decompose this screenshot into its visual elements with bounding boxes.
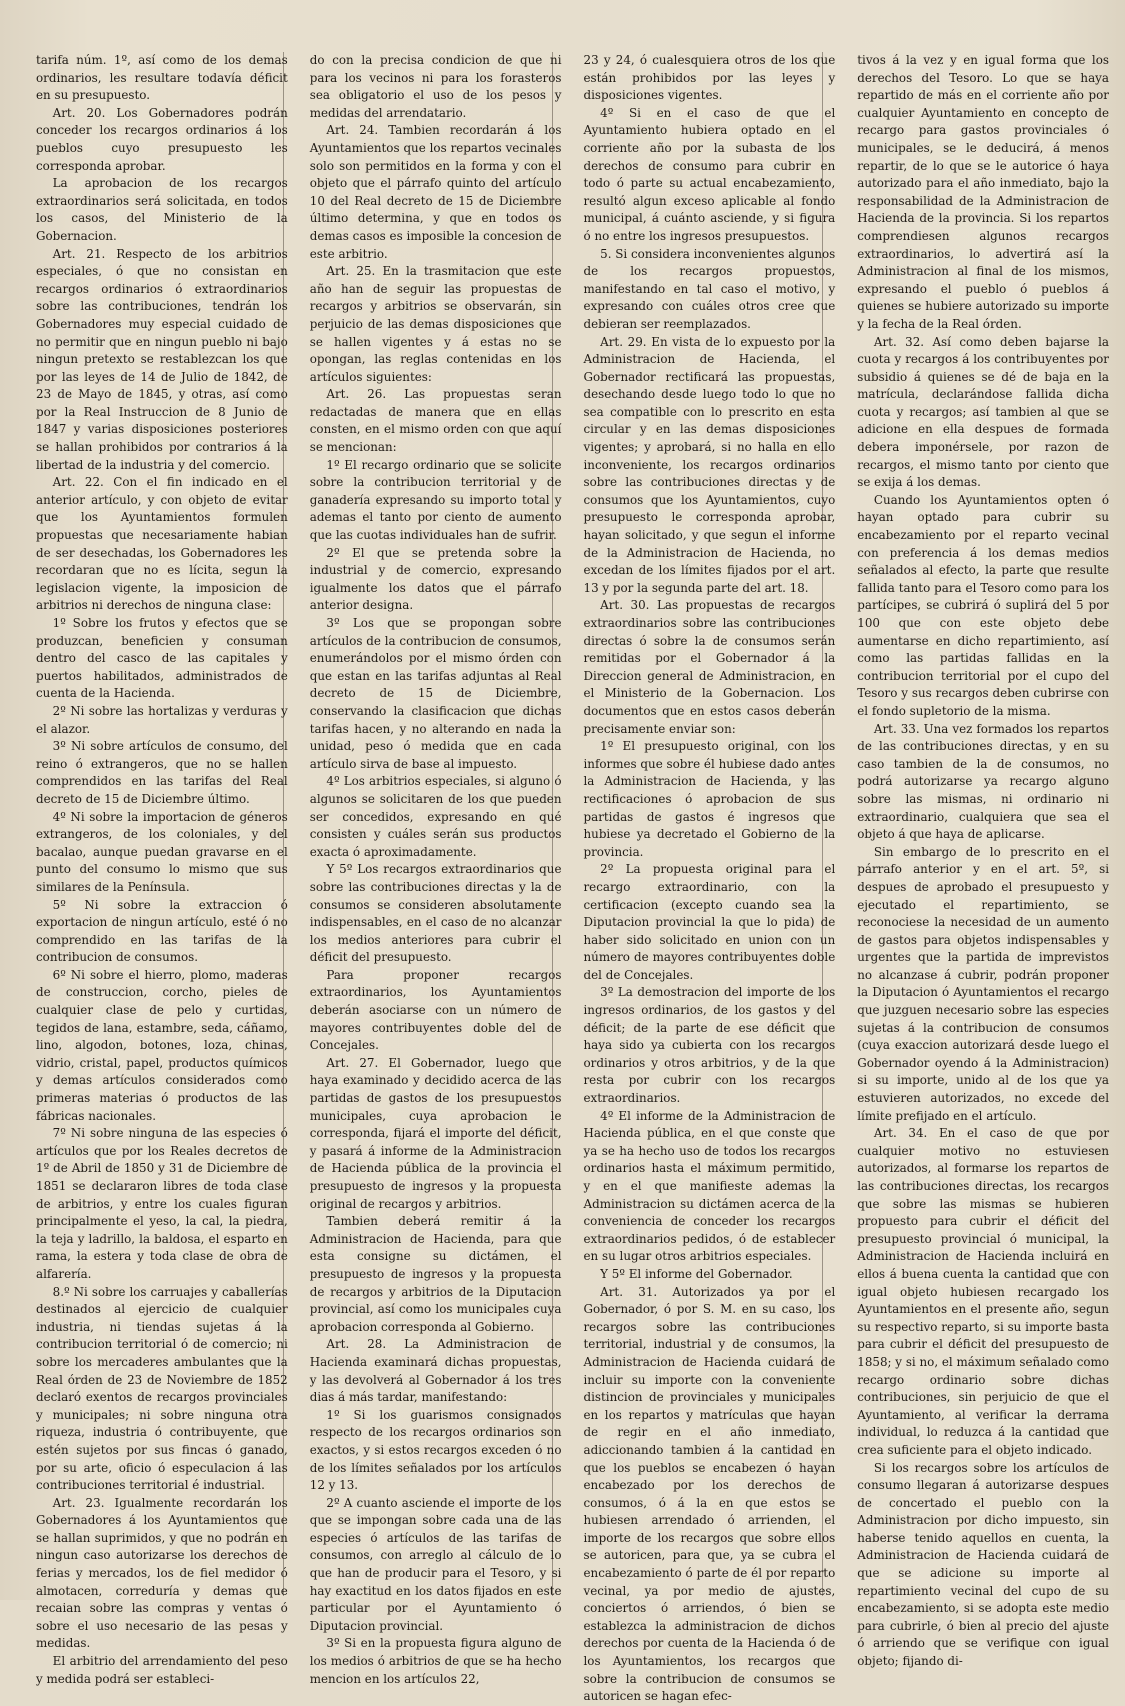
paragraph: Art. 27. El Gobernador, luego que haya examinado y decidido acerca de las partidas de gastos de los presupuestos municipales, cuya aprobacion le corresponda, fijará el importe del déficit, y pasará á informe de la Administracion de Hacienda pública de la provincia el presupuesto de ingresos y la propuesta original de recargos y arbitrios. [309,1055,562,1211]
paragraph: 3º La demostracion del importe de los ingresos ordinarios, de los gastos y del déficit; de la parte de ese déficit que haya sido ya cubierta con los recargos ordinarios y otros arbitrios, y de la que resta por cubrir con los recargos extraordinarios. [583,985,836,1106]
paragraph: 6º Ni sobre el hierro, plomo, maderas de construccion, corcho, pieles de cualquier clase de pelo y curtidas, tegidos de lana, estambre, seda, cáñamo, lino, algodon, botones, loza, chinas, vidrio, cristal, papel, productos químicos y demas artículos considerados como primeras materias ó productos de las fábricas nacionales. [36,967,288,1123]
paragraph: Art. 23. Igualmente recordarán los Gobernadores á los Ayuntamientos que se hallan suprimidos, y que no podrán en ningun caso autorizarse los derechos de ferias y mercados, los de fiel medidor ó almotacen, correduría y demas que recaian sobre las compras y ventas ó sobre el uso necesario de las pesas y medidas. [36,1495,288,1651]
paragraph: 5º Ni sobre la extraccion ó exportacion de ningun artículo, esté ó no comprendido en las tarifas de la contribucion de consumos. [36,897,288,965]
paragraph: 8.º Ni sobre los carruajes y caballerías destinados al ejercicio de cualquier industria, ni tiendas sujetas á la contribucion territorial ó de comercio; ni sobre los mercaderes ambulantes que la Real órden de 23 de Noviembre de 1852 declaró exentos de recargos provinciales y municipales; ni sobre ninguna otra riqueza, industria ó contribuyente, que estén sujetos por sus fincas ó ganado, por su arte, oficio ó especulacion á las contribuciones territorial é industrial. [36,1284,288,1493]
paragraph: Art. 30. Las propuestas de recargos extraordinarios sobre las contribuciones directas ó sobre la de consumos serán remitidas por el Gobernador á la Direccion general de Administracion, en el Ministerio de la Gobernacion. Los documentos que en estos casos deberán precisamente enviar son: [583,598,836,736]
paragraph: Y 5º El informe del Gobernador. [600,1266,793,1281]
paragraph: Art. 24. Tambien recordarán á los Ayuntamientos que los repartos vecinales solo son permitidos en la forma y con el objeto que el párrafo quinto del artículo 10 del Real decreto de 15 de Diciembre último determina, y que en todos os demas casos es imposible la concesion de este arbitrio. [309,123,562,261]
paragraph: Art. 21. Respecto de los arbitrios especiales, ó que no consistan en recargos ordinarios ó extraordinarios sobre las contribuciones, tendrán los Gobernadores muy especial cuidado de no permitir que en ningun pueblo ni bajo ningun pretexto se restablezcan los que por las leyes de 14 de Julio de 1842, de 23 de Mayo de 1845, y otras, así como por la Real Instruccion de 8 Junio de 1847 y varias disposiciones posteriores se hallan prohibidos por contrarios á la libertad de la industria y del comercio. [36,246,288,472]
paragraph: 5. Si considera inconvenientes algunos de los recargos propuestos, manifestando en tal caso el motivo, y expresando con cuáles otros cree que debieran ser reemplazados. [583,246,836,331]
paragraph: El arbitrio del arrendamiento del peso y medida podrá ser estableci- [36,1654,288,1686]
column-3 [584,52,836,1706]
paragraph: Art. 25. En la trasmitacion que este año han de seguir las propuestas de recargos y arbitrios se observarán, sin perjuicio de las demas disposiciones que se hallen vigentes y á estas no se opongan, las reglas contenidas en los artículos siguientes: [309,264,562,384]
paragraph: Para proponer recargos extraordinarios, los Ayuntamientos deberán asociarse con un número de mayores contribuyentes doble del de Concejales. [309,967,562,1053]
paragraph: Tambien deberá remitir á la Administracion de Hacienda, para que esta consigne su dictámen, el presupuesto de ingresos y la propuesta de recargos y arbitrios de la Diputacion provincial, así como los municipales cuya aprobacion corresponda al Gobierno. [309,1214,562,1334]
paragraph: 4º Los arbitrios especiales, si alguno ó algunos se solicitaren de los que pueden ser concedidos, expresando en qué consisten y cuáles serán sus productos exacta ó aproximadamente. [309,774,562,859]
paragraph: 4º El informe de la Administracion de Hacienda pública, en el que conste que ya se ha hecho uso de todos los recargos ordinarios hasta el máximum permitido, y en el que manifieste ademas la Administracion su dictámen acerca de la conveniencia de conceder los recargos extraordinarios pedidos, ó de establecer en su lugar otros arbitrios especiales. [583,1108,836,1264]
paragraph: 2º La propuesta original para el recargo extraordinario, con la certificacion (excepto cuando sea la Diputacion provincial la que lo pida) de haber sido solicitado en union con un número de mayores contribuyentes doble del de Concejales. [583,862,836,982]
paragraph: Art. 29. En vista de lo expuesto por la Administracion de Hacienda, el Gobernador rectificará las propuestas, desechando desde luego todo lo que no sea compatible con lo prescrito en esta circular y en las demas disposiciones vigentes; y aprobará, si no halla en ello inconveniente, los recargos ordinarios sobre las contribuciones directas y de consumos que los Ayuntamientos, cuyo presupuesto le corresponda aprobar, hayan solicitado, y que segun el informe de la Administracion de Hacienda, no excedan de los límites fijados por el art. 13 y por la segunda parte del art. 18. [583,334,836,595]
column-4 [857,52,1109,1706]
text-columns [36,52,1109,1704]
paragraph: Art. 20. Los Gobernadores podrán conceder los recargos ordinarios á los pueblos cuyo presupuesto les corresponda aprobar. [36,105,288,173]
paragraph: Art. 22. Con el fin indicado en el anterior artículo, y con objeto de evitar que los Ayuntamientos formulen propuestas que necesariamente habian de ser desechadas, los Gobernadores les recordaran que no es lícita, segun la legislacion vigente, la imposicion de arbitrios ni derechos de ninguna clase: [36,475,288,613]
paragraph: 3º Ni sobre artículos de consumo, del reino ó extrangeros, que no se hallen comprendidos en las tarifas del Real decreto de 15 de Diciembre último. [36,739,288,806]
paragraph: 3º Si en la propuesta figura alguno de los medios ó arbitrios de que se ha hecho mencion en los artículos 22, [309,1636,562,1686]
paragraph: Si los recargos sobre los artículos de consumo llegaran á autorizarse despues de concertado el pueblo con la Administracion por dicho impuesto, sin haberse tenido aquellos en cuenta, la Administracion de Hacienda cuidará de que se adicione su importe al repartimiento vecinal del cupo de su encabezamiento, si se adopta este medio para cubrirle, ó bien al precio del ajuste ó arriendo que se verifique con igual objeto; fijando di- [857,1460,1109,1669]
paragraph: Sin embargo de lo prescrito en el párrafo anterior y en el art. 5º, si despues de aprobado el presupuesto y ejecutado el repartimiento, se reconociese la necesidad de un aumento de gastos para objetos indispensables y urgentes que la partida de imprevistos no alcanzase á cubrir, podrán proponer la Diputacion ó Ayuntamientos el recargo que juzguen necesario sobre las especies sujetas á la contribucion de consumos (cuya exaccion autorizará desde luego el Gobernador oyendo á la Administracion) si su importe, unido al de los que ya estuvieren autorizados, no excede del límite prefijado en el artículo. [857,844,1109,1123]
paragraph: do con la precisa condicion de que ni para los vecinos ni para los forasteros sea obligatorio el uso de los pesos y medidas del arrendatario. [309,53,562,120]
paragraph: tarifa núm. 1º, así como de los demas ordinarios, les resultare todavía déficit en su presupuesto. [36,53,288,103]
column-1 [36,52,288,1706]
paragraph: La aprobacion de los recargos extraordinarios será solicitada, en todos los casos, del Ministerio de la Gobernacion. [36,176,288,243]
paragraph: 1º El presupuesto original, con los informes que sobre él hubiese dado antes la Administracion de Hacienda, y las rectificaciones ó aprobacion de sus partidas de gastos é ingresos que hubiese ya decretado el Gobierno de la provincia. [583,739,836,859]
column-2 [310,52,562,1706]
paragraph: 7º Ni sobre ninguna de las especies ó artículos que por los Reales decretos de 1º de Abril de 1850 y 31 de Diciembre de 1851 se declararon libres de toda clase de arbitrios, y entre los cuales figuran principalmente el yeso, la cal, la piedra, la teja y ladrillo, la baldosa, el esparto en rama, la estera y toda clase de obra de alfarería. [36,1126,288,1281]
paragraph: Art. 33. Una vez formados los repartos de las contribuciones directas, y en su caso tambien de la de consumos, no podrá autorizarse ya recargo alguno sobre las mismas, ni ordinario ni extraordinario, cualquiera que sea el objeto á que haya de aplicarse. [857,721,1109,842]
paragraph: Art. 28. La Administracion de Hacienda examinará dichas propuestas, y las devolverá al Gobernador á los tres dias á más tardar, manifestando: [309,1337,562,1405]
paragraph: Art. 26. Las propuestas seran redactadas de manera que en ellas consten, en el mismo orden con que aquí se mencionan: [309,387,562,455]
paragraph: tivos á la vez y en igual forma que los derechos del Tesoro. Lo que se haya repartido de más en el corriente año por cualquier Ayuntamiento en concepto de recargo para gastos provinciales ó municipales, se le deducirá, á menos repartir, de lo que se le autorice ó haya autorizado para el año inmediato, bajo la responsabilidad de la Administracion de Hacienda de la provincia. Si los repartos comprendiesen algunos recargos extraordinarios, lo advertirá así la Administracion al final de los mismos, expresando el pueblo ó pueblos á quienes se hubiere autorizado su importe y la fecha de la Real órden. [857,53,1109,331]
paragraph: Art. 31. Autorizados ya por el Gobernador, ó por S. M. en su caso, los recargos sobre las contribuciones territorial, industrial y de consumos, la Administracion de Hacienda cuidará de incluir su importe con la conveniente distincion de provinciales y municipales en los repartos y matrículas que hayan de regir en el año inmediato, adiccionando tambien á la cantidad en que los pueblos se encabezen ó hayan encabezado por los derechos de consumos, ó á la en que estos se hubiesen arrendado ó arrienden, el importe de los recargos que sobre ellos se autoricen, para que, ya se cubra el encabezamiento ó parte de él por reparto vecinal, ya por medio de ajustes, conciertos ó arriendos, ó bien se establezca la administracion de dichos derechos por cuenta de la Hacienda ó de los Ayuntamientos, los recargos que sobre la contribucion de consumos se autoricen se hagan efec- [583,1284,836,1704]
paragraph: Art. 34. En el caso de que por cualquier motivo no estuviesen autorizados, al formarse los repartos de las contribuciones directas, los recargos que sobre las mismas se hubieren propuesto para cubrir el déficit del presupuesto provincial ó municipal, la Administracion de Hacienda incluirá en ellos á buena cuenta la cantidad que con igual objeto hubiesen recargado los Ayuntamientos en el presente año, segun su respectivo reparto, si su importe basta para cubrir el déficit del presupuesto de 1858; y si no, el máximum señalado como recargo ordinario sobre dichas contribuciones, sin perjuicio de que el Ayuntamiento, al verificar la derrama individual, lo reduzca á la cantidad que crea suficiente para el objeto indicado. [857,1126,1109,1457]
paragraph: 1º El recargo ordinario que se solicite sobre la contribucion territorial y de ganadería expresando su importo total y ademas el tanto por ciento de aumento que las cuotas individuales han de sufrir. [309,457,562,543]
paragraph: Art. 32. Así como deben bajarse la cuota y recargos á los contribuyentes por subsidio á quienes se dé de baja en la matrícula, declarándose fallida dicha cuota y recargos; así tambien al que se adicione en ella despues de formada debera imponérsele, por razon de recargos, el mismo tanto por ciento que se exija á los demas. [857,334,1109,490]
paragraph: 2º Ni sobre las hortalizas y verduras y el alazor. [36,703,288,736]
paragraph: 2º A cuanto asciende el importe de los que se impongan sobre cada una de las especies ó artículos de las tarifas de consumos, con arreglo al cálculo de lo que han de producir para el Tesoro, y si hay exactitud en los datos fijados en este particular por el Ayuntamiento ó Diputacion provincial. [309,1495,562,1633]
paragraph: 1º Si los guarismos consignados respecto de los recargos ordinarios son exactos, y si estos recargos exceden ó no de los límites señalados por los artículos 12 y 13. [309,1407,562,1493]
paragraph: Y 5º Los recargos extraordinarios que sobre las contribuciones directas y la de consumos se consideren absolutamente indispensables, en el caso de no alcanzar los medios anteriores para cubrir el déficit del presupuesto. [309,862,562,965]
paragraph: 23 y 24, ó cualesquiera otros de los que están prohibidos por las leyes y disposiciones vigentes. [583,53,836,103]
paragraph: Cuando los Ayuntamientos opten ó hayan optado para cubrir su encabezamiento por el reparto vecinal con preferencia á los demas medios señalados al efecto, la parte que resulte fallida tanto para el Tesoro como para los partícipes, se cubrirá ó suplirá del 5 por 100 que con este objeto debe aumentarse en dicho repartimiento, así como las partidas fallidas en la contribucion territorial por el cupo del Tesoro y sus recargos deben cubrirse con el fondo supletorio de la misma. [857,492,1109,718]
paragraph: 3º Los que se propongan sobre artículos de la contribucion de consumos, enumerándolos por el mismo órden con que estan en las tarifas adjuntas al Real decreto de 15 de Diciembre, conservando la clasificacion que dichas tarifas hacen, y no alterando en nada la unidad, peso ó medida que en cada artículo sirva de base al impuesto. [309,616,562,771]
paragraph: 4º Ni sobre la importacion de géneros extrangeros, de los coloniales, y del bacalao, aunque puedan gravarse en el punto del consumo lo mismo que sus similares de la Península. [36,809,288,894]
paragraph: 1º Sobre los frutos y efectos que se produzcan, beneficien y consuman dentro del casco de las capitales y puertos habilitados, administrados de cuenta de la Hacienda. [36,616,288,701]
paragraph: 4º Si en el caso de que el Ayuntamiento hubiera optado en el corriente año por la subasta de los derechos de consumo para cubrir en todo ó parte su actual encabezamiento, resultó algun exceso aplicable al fondo municipal, á cuánto asciende, y si figura ó no entre los ingresos presupuestos. [583,105,836,243]
paragraph: 2º El que se pretenda sobre la industrial y de comercio, expresando igualmente los datos que el párrafo anterior designa. [309,545,562,613]
